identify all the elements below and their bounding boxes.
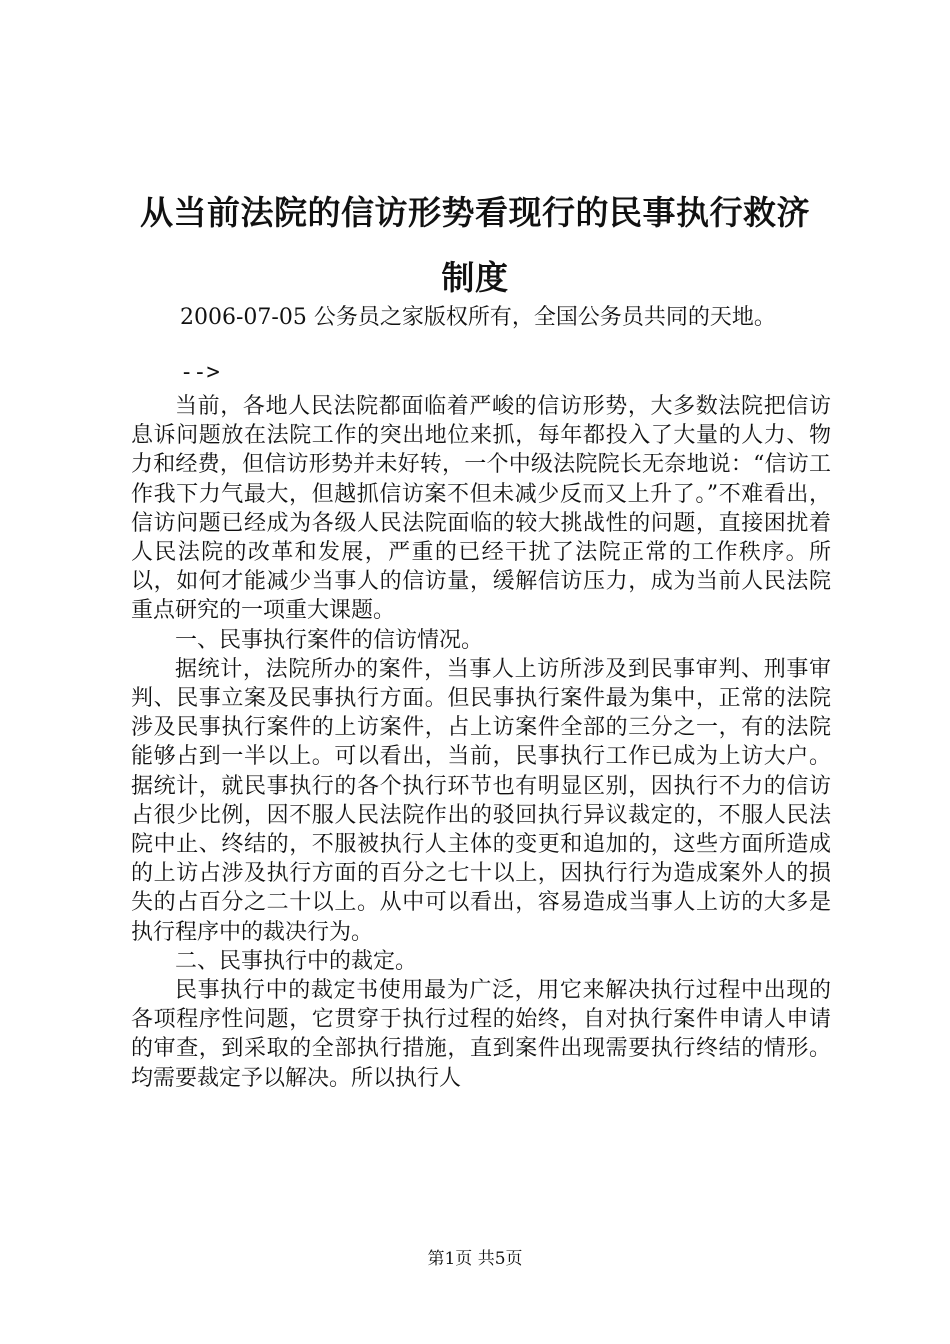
- document-title-line-2: 制度: [441, 258, 509, 297]
- section-heading-1: 一、民事执行案件的信访情况。: [175, 627, 484, 653]
- page-number-footer: 第1页 共5页: [427, 1249, 523, 1269]
- arrow-marker: -->: [180, 360, 220, 385]
- paragraph-statistics: 据统计，法院所办的案件，当事人上访所涉及到民事审判、刑事审判、民事立案及民事执行方面。但民事执行案件最为集中，正常的法院涉及民事执行案件的上访案件，占上访案件全部的三分之一，有的法院能够占到一半以上。可以看出，当前，民事执行工作已成为上访大户。据统计，就民事执行的各个执行环节也有明显区别，因执行不力的信访占很少比例，因不服人民法院作出的驳回执行异议裁定的，不服人民法院中止、终结的，不服被执行人主体的变更和追加的，这些方面所造成的上访占涉及执行方面的百分之七十以上，因执行行为造成案外人的损失的占百分之二十以上。从中可以看出，容易造成当事人上访的大多是执行程序中的裁决行为。: [131, 656, 831, 945]
- document-meta-line: 2006-07-05 公务员之家版权所有，全国公务员共同的天地。: [180, 305, 776, 330]
- document-body: [131, 392, 831, 1093]
- document-title-line-1: 从当前法院的信访形势看现行的民事执行救济: [140, 193, 810, 232]
- section-heading-2: 二、民事执行中的裁定。: [175, 948, 418, 974]
- paragraph-rulings: 民事执行中的裁定书使用最为广泛，用它来解决执行过程中出现的各项程序性问题，它贯穿于执行过程的始终，自对执行案件申请人申请的审查，到采取的全部执行措施，直到案件出现需要执行终结的情形。均需要裁定予以解决。所以执行人: [131, 978, 831, 1091]
- paragraph-intro: 当前，各地人民法院都面临着严峻的信访形势，大多数法院把信访息诉问题放在法院工作的突出地位来抓，每年都投入了大量的人力、物力和经费，但信访形势并未好转，一个中级法院院长无奈地说：“信访工作我下力气最大，但越抓信访案不但未减少反而又上升了。”不难看出，信访问题已经成为各级人民法院面临的较大挑战性的问题，直接困扰着人民法院的改革和发展，严重的已经干扰了法院正常的工作秩序。所以，如何才能减少当事人的信访量，缓解信访压力，成为当前人民法院重点研究的一项重大课题。: [131, 394, 831, 624]
